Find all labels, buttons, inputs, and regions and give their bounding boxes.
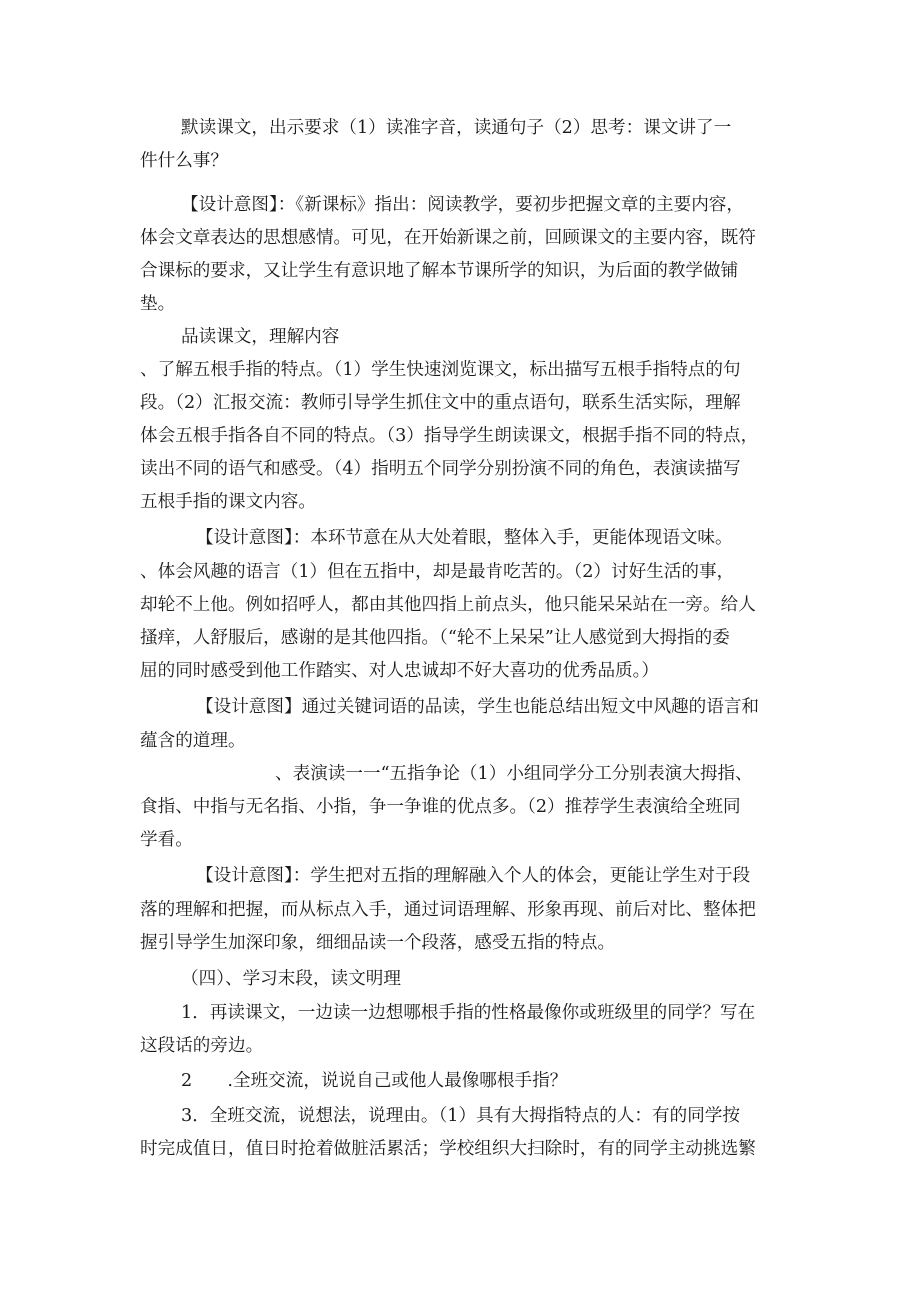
text-line: 3．全班交流，说想法，说理由。（1）具有大拇指特点的人：有的同学按	[181, 1106, 740, 1126]
section-heading: 品读课文，理解内容	[181, 327, 340, 347]
text-line: 落的理解和把握，而从标点入手，通过词语理解、形象再现、前后对比、整体把	[140, 900, 756, 920]
text-line: 件什么事？	[140, 151, 228, 171]
text-line: 读出不同的语气和感受。（4）指明五个同学分别扮演不同的角色，表演读描写	[140, 459, 741, 479]
text-line: 握引导学生加深印象，细细品读一个段落，感受五指的特点。	[140, 933, 616, 953]
text-line: 这段话的旁边。	[140, 1036, 264, 1056]
text-line: 五根手指的课文内容。	[140, 492, 316, 512]
text-line: 体会文章表达的思想感情。可见，在开始新课之前，回顾课文的主要内容，既符	[140, 228, 756, 248]
text-line: 段。（2）汇报交流：教师引导学生抓住文中的重点语句，联系生活实际，理解	[140, 393, 741, 413]
text-line: 食指、中指与无名指、小指，争一争谁的优点多。（2）推荐学生表演给全班同	[140, 797, 741, 817]
text-line: 默读课文，出示要求（1）读准字音，读通句子（2）思考：课文讲了一	[181, 118, 732, 138]
text-line: 垫。	[140, 294, 176, 314]
text-line: 、表演读一一“五指争论（1）小组同学分工分别表演大拇指、	[275, 764, 753, 784]
text-line: 时完成值日，值日时抢着做脏活累活；学校组织大扫除时，有的同学主动挑选繁	[140, 1139, 756, 1159]
text-line: 2 .全班交流，说说自己或他人最像哪根手指？	[181, 1071, 568, 1091]
text-line: 蕴含的道理。	[140, 731, 246, 751]
text-line: 搔痒，人舒服后，感谢的是其他四指。（“轮不上呆呆”让人感觉到大拇指的委	[140, 628, 730, 648]
text-line: 1．再读课文，一边读一边想哪根手指的性格最像你或班级里的同学？写在	[181, 1003, 756, 1023]
text-line: 屈的同时感受到他工作踏实、对人忠诚却不好大喜功的优秀品质。）	[140, 661, 660, 681]
text-line: 却轮不上他。例如招呼人，都由其他四指上前点头，他只能呆呆站在一旁。给人	[140, 595, 756, 615]
text-line: 【设计意图】：学生把对五指的理解融入个人的体会，更能让学生对于段	[196, 866, 751, 886]
text-line: 【设计意图】通过关键词语的品读，学生也能总结出短文中风趣的语言和	[196, 697, 760, 717]
text-line: 合课标的要求，又让学生有意识地了解本节课所学的知识，为后面的教学做铺	[140, 261, 739, 281]
text-line: 、了解五根手指的特点。（1）学生快速浏览课文，标出描写五根手指特点的句	[140, 360, 741, 380]
text-line: 【设计意图】：《新课标》指出：阅读教学，要初步把握文章的主要内容，	[181, 195, 744, 215]
text-line: 、体会风趣的语言（1）但在五指中，却是最肯吃苦的。（2）讨好生活的事，	[140, 562, 735, 582]
text-line: 学看。	[140, 830, 193, 850]
section-heading: （四）、学习末段，读文明理	[181, 969, 401, 989]
text-line: 体会五根手指各自不同的特点。（3）指导学生朗读课文，根据手指不同的特点，	[140, 426, 759, 446]
text-line: 【设计意图】：本环节意在从大处着眼，整体入手，更能体现语文味。	[196, 528, 733, 548]
